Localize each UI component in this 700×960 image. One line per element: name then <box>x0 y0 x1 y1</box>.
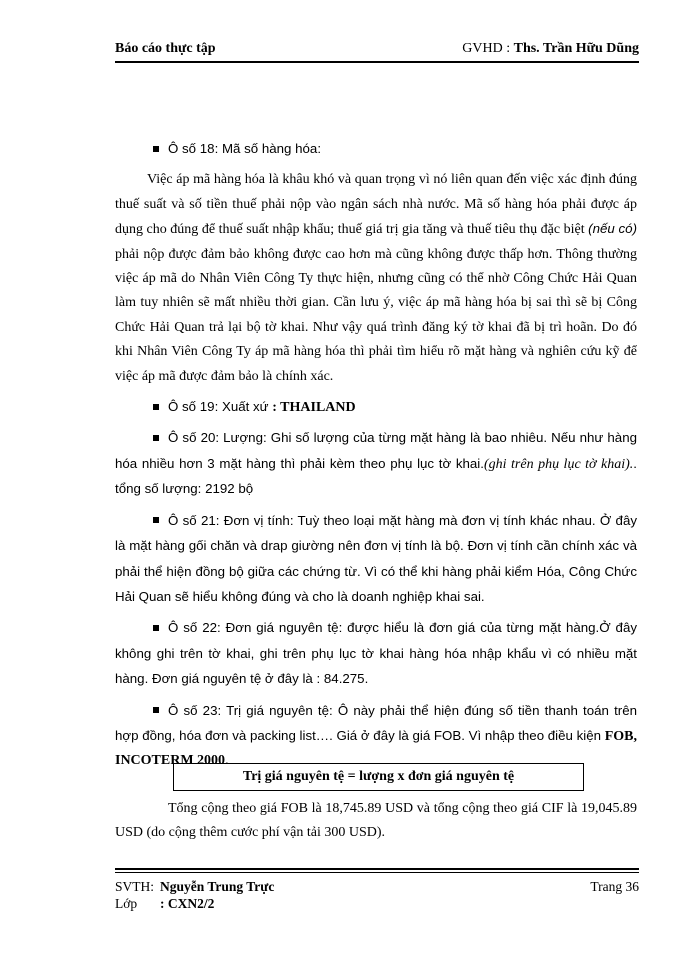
box-21-text: Ô số 21: Đơn vị tính: Tuỳ theo loại mặt hàng mà đơn vị tính khác nhau. Ở đây là mặt hàng gối chăn và drap giường nên đơn vị tính là bộ. Đơn vị tính cần chính xác và phải thể hiện đồng bộ giữa các chứng từ. Vì có thể khi hàng phải kiểm Hóa, Công Chức Hải Quan sẽ hiểu không đúng và cho là doanh nghiệp khai sai. <box>115 512 637 604</box>
box-19-value: : THAILAND <box>272 400 356 416</box>
header-rule <box>115 61 639 63</box>
bullet-icon <box>153 517 159 523</box>
box-19-label: Ô số 19: Xuất xứ <box>168 399 273 415</box>
box-20-text: Ô số 20: Lượng: Ghi số lượng của từng mặt hàng là bao nhiêu. Nếu như hàng hóa nhiều hơn 3 mặt hàng thì phải kèm theo phụ lục tờ khai. <box>115 430 637 471</box>
footer-rule-thin <box>115 872 639 873</box>
student-label: SVTH: <box>115 879 155 894</box>
formula-text: Trị giá nguyên tệ = lượng x đơn giá nguyên tệ <box>242 769 515 784</box>
supervisor <box>462 41 639 57</box>
report-title: Báo cáo thực tập <box>115 41 216 56</box>
supervisor-label: GVHD : <box>462 41 514 56</box>
box-18-text-b: phải nộp được đảm bảo không được cao hơn mà cũng không được thấp hơn. Thông thường việc áp mã do Nhân Viên Công Ty thực hiện, nhưng cũng có thể nhờ Công Chức Hải Quan làm tuy nhiên sẽ mất nhiều thời gian. Cần lưu ý, việc áp mã hàng hóa bị sai thì sẽ bị Công Chức Hải Quan trả lại bộ tờ khai. Như vậy quá trình đăng ký tờ khai đã bị trì hoãn. Do đó khi Nhân Viên Công Ty áp mã hàng hóa thì phải tìm hiểu rõ mặt hàng và nghiên cứu kỹ để việc áp mã được đảm bảo là chính xác. <box>115 246 637 384</box>
box-23-end: . <box>225 753 229 769</box>
student-name: Nguyễn Trung Trực <box>160 879 275 894</box>
box-18-italic: (nếu có) <box>588 221 637 237</box>
box-20-tail: . tổng số lượng: 2192 bộ <box>115 455 637 497</box>
box-19 <box>115 395 637 420</box>
box-18-heading <box>115 137 637 162</box>
bullet-icon <box>153 435 159 441</box>
class-label: Lớp <box>115 896 138 911</box>
class-value: : CXN2/2 <box>160 896 215 911</box>
box-18-heading-text: Ô số 18: Mã số hàng hóa: <box>168 141 322 156</box>
page-header <box>115 41 639 61</box>
box-18-paragraph <box>115 168 637 389</box>
bullet-icon <box>153 707 159 713</box>
student-row <box>115 878 639 895</box>
document-body <box>115 131 637 774</box>
box-20 <box>115 426 637 502</box>
box-21 <box>115 509 637 611</box>
bullet-icon <box>153 625 159 631</box>
box-22 <box>115 616 637 692</box>
formula-box <box>173 763 584 791</box>
bullet-icon <box>153 146 159 152</box>
box-20-italic: (ghi trên phụ lục tờ khai). <box>483 456 634 472</box>
total-paragraph <box>115 797 637 846</box>
total-text: Tổng cộng theo giá FOB là 18,745.89 USD và tổng cộng theo giá CIF là 19,045.89 USD (do cộng thêm cước phí vận tải 300 USD). <box>115 801 637 841</box>
box-22-text: Ô số 22: Đơn giá nguyên tệ: được hiểu là đơn giá của từng mặt hàng.Ở đây không ghi trên tờ khai, ghi trên phụ lục tờ khai hàng hóa nhập khẩu vì có nhiều mặt hàng. Đơn giá nguyên tệ ở đây là : 84.275. <box>115 620 637 687</box>
bullet-icon <box>153 404 159 410</box>
footer-rule-thick <box>115 868 639 870</box>
page-footer <box>115 878 639 912</box>
class-row <box>115 895 639 912</box>
box-18-text-a: Việc áp mã hàng hóa là khâu khó và quan trọng vì nó liên quan đến việc xác định đúng thuế suất và số tiền thuế phải nộp vào ngân sách nhà nước. Mã số hàng hóa phải được áp dụng cho đúng để thuế suất nhập khẩu; thuế giá trị gia tăng và thuế tiêu thụ đặc biệt <box>115 172 637 238</box>
page-number: Trang 36 <box>590 879 639 894</box>
supervisor-name: Ths. Trần Hữu Dũng <box>513 41 639 56</box>
box-23-text: Ô số 23: Trị giá nguyên tệ: Ô này phải thể hiện đúng số tiền thanh toán trên hợp đồng, hóa đơn và packing list…. Giá ở đây là giá FOB. Vì nhập theo điều kiện <box>115 702 637 743</box>
box-23-incoterm: FOB, INCOTERM 2000 <box>115 728 637 769</box>
